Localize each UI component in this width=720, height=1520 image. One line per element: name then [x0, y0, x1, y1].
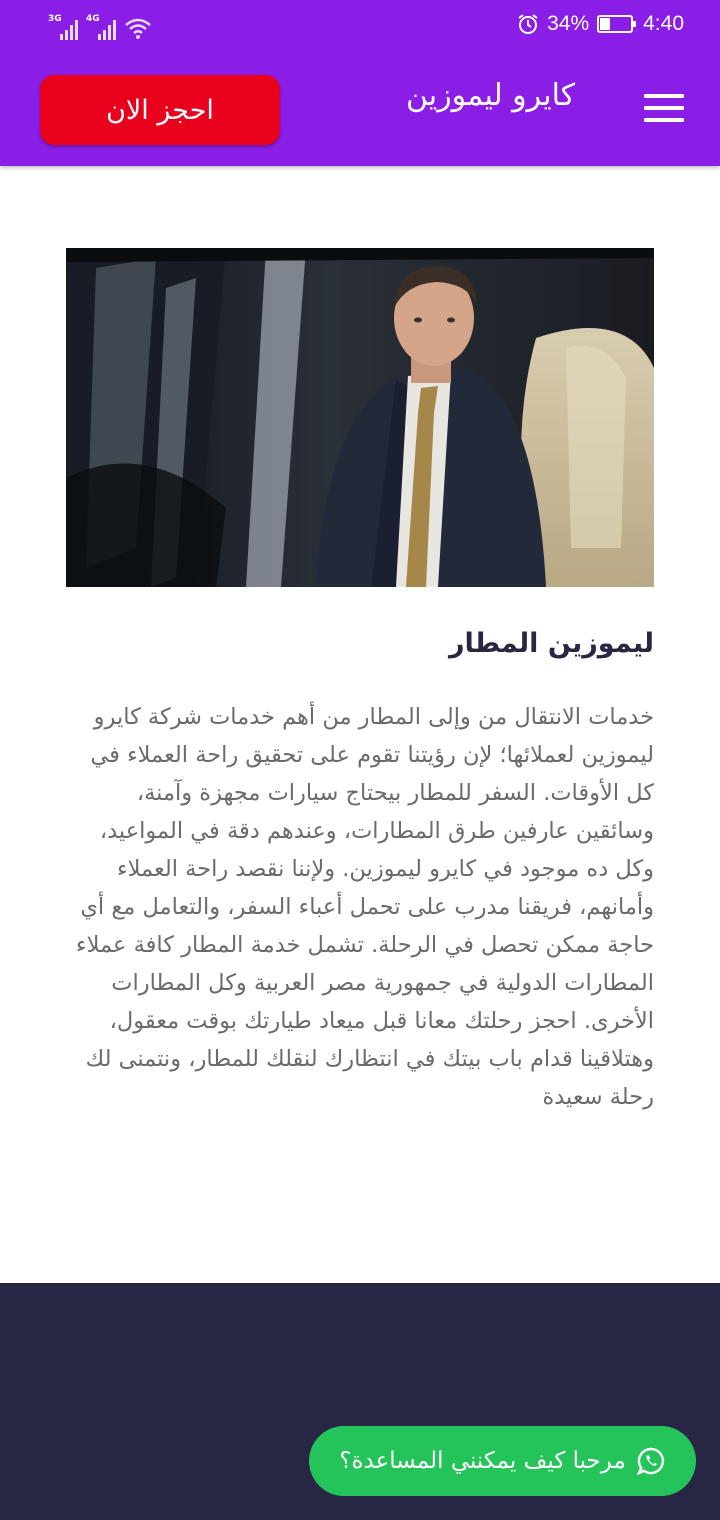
clock: 4:40 [643, 12, 684, 35]
whatsapp-chat-button[interactable] [309, 1426, 696, 1496]
status-bar-left [48, 14, 152, 40]
article-title: ليموزين المطار [448, 628, 654, 659]
hamburger-menu-icon[interactable] [644, 94, 684, 126]
wifi-icon [124, 16, 152, 40]
man-in-car-photo [66, 248, 654, 587]
book-now-button[interactable]: احجز الان [40, 75, 280, 145]
battery-icon [597, 15, 633, 33]
network-type-label: 3G [48, 14, 62, 24]
battery-percent: 34% [547, 12, 590, 35]
brand-title: كايرو ليموزين [405, 78, 575, 113]
alarm-icon [517, 13, 539, 35]
signal-icon [48, 14, 78, 40]
whatsapp-chat-label: مرحبا كيف يمكنني المساعدة؟ [339, 1448, 626, 1474]
signal-icon [86, 14, 116, 40]
network-type-label: 4G [86, 14, 100, 24]
status-bar [0, 0, 720, 56]
article-body: خدمات الانتقال من وإلى المطار من أهم خدمات شركة كايرو ليموزين لعملائها؛ لإن رؤيتنا تقوم على تحقيق راحة العملاء في كل الأوقات. السفر للمطار بيحتاج سيارات مجهزة وآمنة، وسائقين عارفين طرق المطارات، وعندهم دقة في المواعيد، وكل ده موجود في كايرو ليموزين. ولإننا نقصد راحة العملاء وأمانهم، فريقنا مدرب على تحمل أعباء السفر، والتعامل مع أي حاجة ممكن تحصل في الرحلة. تشمل خدمة المطار كافة عملاء المطارات الدولية في جمهورية مصر العربية وكل المطارات الأخرى. احجز رحلتك معانا قبل ميعاد طيارتك بوقت معقول، وهتلاقينا قدام باب بيتك في انتظارك لنقلك للمطار، ونتمنى لك رحلة سعيدة [76, 704, 654, 1110]
status-bar-right [517, 12, 684, 36]
whatsapp-icon [636, 1446, 666, 1476]
hero-image [66, 248, 654, 587]
app-bar [0, 0, 720, 166]
